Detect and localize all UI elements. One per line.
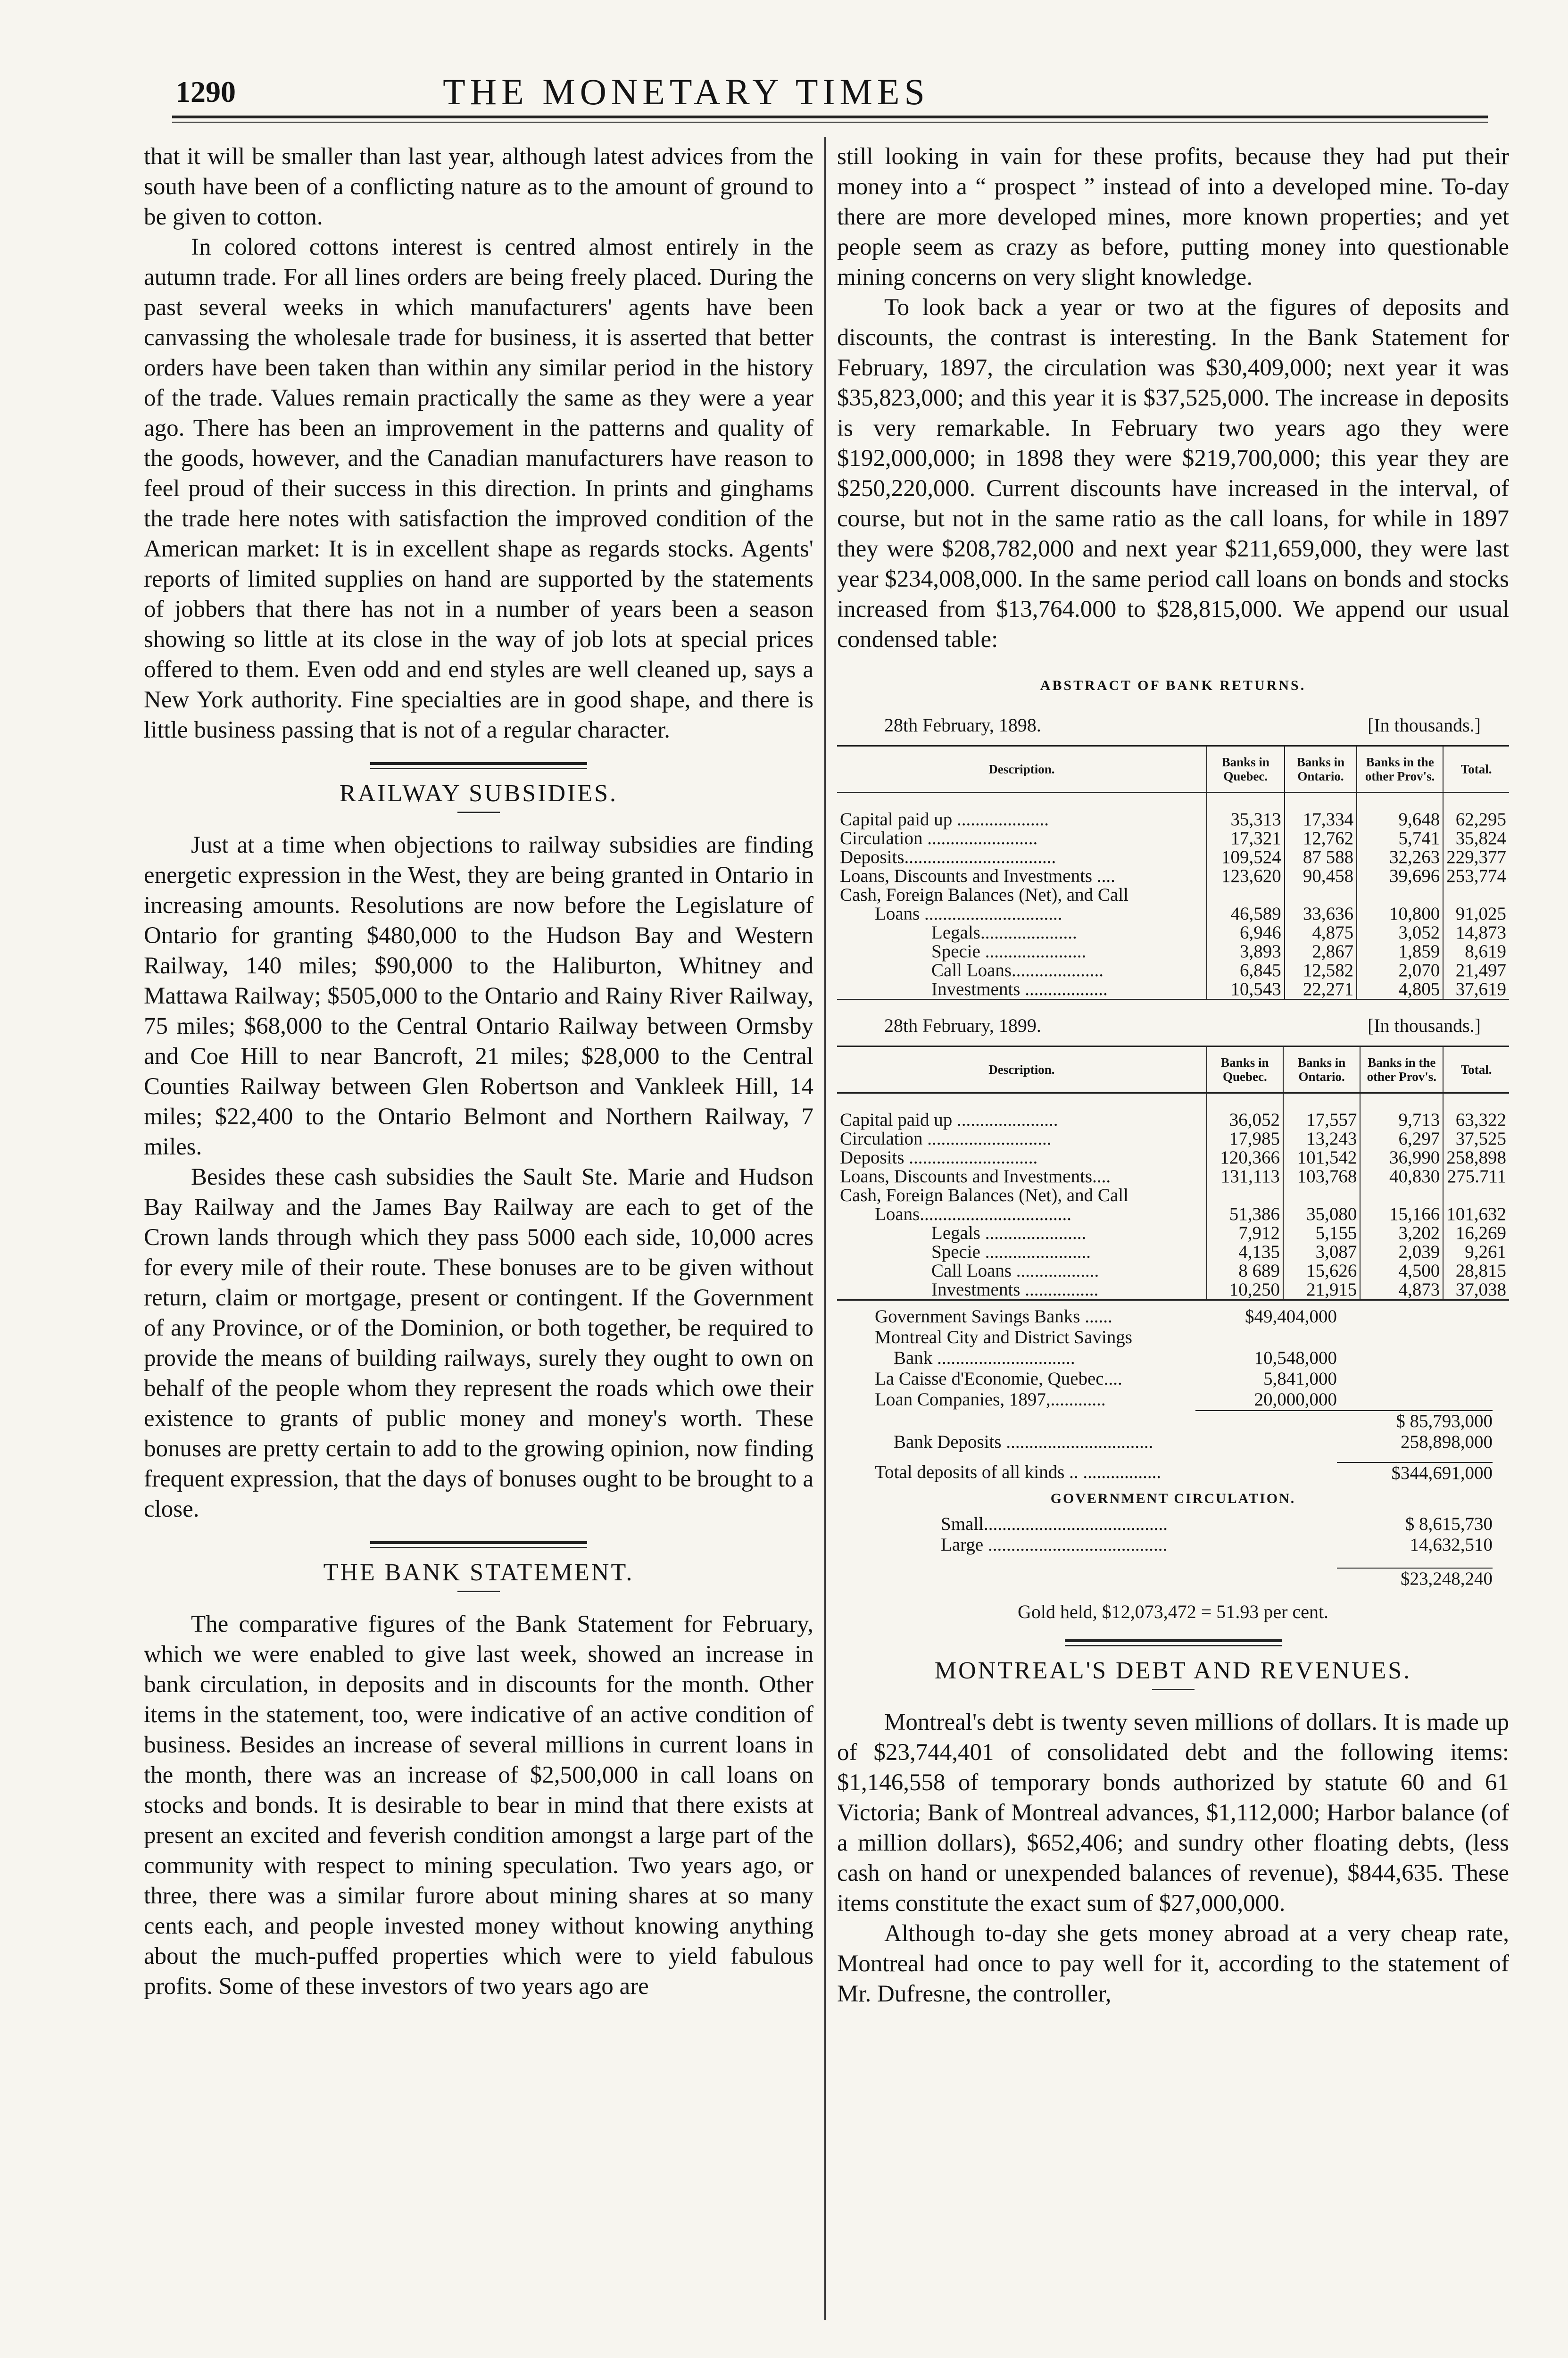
table-row [837, 829, 1509, 848]
other-provinces-value: 4,500 [1360, 1262, 1443, 1280]
left-column [144, 141, 813, 2001]
total-value: 37,619 [1443, 980, 1509, 1000]
summary-subtotal: $ 85,793,000 [1337, 1410, 1493, 1432]
summary-total: $344,691,000 [1337, 1462, 1493, 1484]
total-value: 101,632 [1443, 1205, 1509, 1224]
section-rule [370, 1541, 587, 1544]
quebec-value: 4,135 [1207, 1243, 1283, 1262]
row-label: Call Loans .................. [931, 1261, 1099, 1281]
other-provinces-value [1360, 1186, 1443, 1205]
total-value: 8,619 [1443, 942, 1509, 961]
quebec-value: 109,524 [1207, 848, 1285, 867]
quebec-value: 123,620 [1207, 867, 1285, 886]
section-rule [370, 768, 587, 769]
column-header: Banks in Quebec. [1207, 1046, 1283, 1093]
other-provinces-value: 2,039 [1360, 1243, 1443, 1262]
table-row [837, 942, 1509, 961]
total-value: 35,824 [1443, 829, 1509, 848]
row-label: Cash, Foreign Balances (Net), and Call [840, 1185, 1128, 1205]
row-label: Specie ...................... [931, 941, 1087, 962]
total-value: 62,295 [1443, 793, 1509, 830]
total-value: 14,873 [1443, 923, 1509, 942]
table-date: 28th February, 1899. [884, 1015, 1041, 1036]
row-label: Circulation ........................ [840, 828, 1038, 848]
header-rule [172, 116, 1488, 118]
other-provinces-value: 32,263 [1357, 848, 1443, 867]
paragraph: Besides these cash subsidies the Sault Ste. Marie and Hudson Bay Railway and the James Bay Railway are each to get of the Crown lands through which they pass 5000 each side, 10,000 acres for every mile of their route. These bonuses are to be given without return, claim or mortgage, present or contingent. If the Government of any Province, or of the Dominion, or both together, be required to provide the means of building railways, surely they ought to own on behalf of the people whom they represent the roads which owe their existence to grants of public money and money's worth. These bonuses are pretty certain to add to the growing opinion, now finding frequent expression, that the days of bonuses ought to be brought to a close. [144, 1164, 813, 1522]
total-value: 258,898 [1443, 1148, 1509, 1167]
paragraph: The comparative figures of the Bank Statement for February, which we were enabled to give last week, showed an increase in bank circulation, in deposits and in discounts for the month. Other items in the statement, too, were indicative of an active condition of business. Besides an increase of several millions in current loans in the month, there was an increase of $2,500,000 in call loans on stocks and bonds. It is desirable to bear in mind that there exists at present an excited and feverish condition amongst a large part of the community with respect to mining speculation. Two years ago, or three, there was a similar furore about mining shares at so many cents each, and people invested money without knowing anything about the much-puffed properties which were to yield fabulous profits. Some of these investors of two years ago are [144, 1611, 813, 2000]
column-header: Banks in the other Prov's. [1357, 746, 1443, 793]
other-provinces-value: 3,202 [1360, 1224, 1443, 1243]
row-label: Loans................................. [875, 1204, 1072, 1224]
ontario-value: 103,768 [1283, 1167, 1360, 1186]
row-label: Capital paid up ...................... [840, 1110, 1058, 1130]
total-value: 21,497 [1443, 961, 1509, 980]
masthead-title: THE MONETARY TIMES [443, 71, 929, 112]
summary-label: Small........................................ [941, 1514, 1168, 1534]
section-rule [1065, 1639, 1282, 1642]
table-row [837, 793, 1509, 830]
ontario-value [1283, 1186, 1360, 1205]
total-value: 63,322 [1443, 1093, 1509, 1130]
column-divider [824, 137, 826, 2320]
abstract-title: ABSTRACT OF BANK RETURNS. [1040, 678, 1306, 693]
summary-label: Total deposits of all kinds .. ................. [875, 1462, 1161, 1482]
summary-value: 14,632,510 [1410, 1535, 1493, 1555]
quebec-value: 35,313 [1207, 793, 1285, 830]
total-value: 229,377 [1443, 848, 1509, 867]
ontario-value: 17,334 [1285, 793, 1357, 830]
ontario-value: 22,271 [1285, 980, 1357, 1000]
total-value: 37,525 [1443, 1129, 1509, 1148]
paragraph: Montreal's debt is twenty seven millions of dollars. It is made up of $23,744,401 of consolidated debt and the following items: $1,146,558 of temporary bonds authorized by statute 60 and 61 Victoria; Bank of Montreal advances, $1,112,000; Harbor balance (of a million dollars), $652,406; and sundry other floating debts, (less cash on hand or unexpended balances of revenue), $844,635. These items constitute the exact sum of $27,000,000. [837, 1709, 1509, 1917]
table-row [837, 1280, 1509, 1300]
ontario-value: 87 588 [1285, 848, 1357, 867]
summary-label: Bank .............................. [894, 1348, 1075, 1368]
row-label: Investments .................. [837, 980, 1207, 1000]
quebec-value: 17,985 [1207, 1129, 1283, 1148]
section-short-rule [1152, 1689, 1195, 1690]
quebec-value: 7,912 [1207, 1224, 1283, 1243]
paragraph: that it will be smaller than last year, although latest advices from the south have been of a conflicting nature as to the amount of ground to be given to cotton. [144, 143, 813, 230]
row-label: Circulation ........................... [840, 1129, 1052, 1149]
summary-label: La Caisse d'Economie, Quebec.... [875, 1369, 1122, 1389]
ontario-value: 4,875 [1285, 923, 1357, 942]
paragraph: Just at a time when objections to railway subsidies are finding energetic expression in the West, they are being granted in Ontario in increasing amounts. Resolutions are now before the Legislature of Ontario for granting $480,000 to the Hudson Bay and Western Railway, 140 miles; $90,000 to the Haliburton, Whitney and Mattawa Railway; $505,000 to the Ontario and Rainy River Railway, 75 miles; $68,000 to the Central Ontario Railway between Ormsby and Coe Hill to near Bancroft, 21 miles; $28,000 to the Central Counties Railway between Glen Robertson and Vankleek Hill, 14 miles; $22,400 to the Ontario Belmont and Northern Railway, 7 miles. [144, 832, 813, 1160]
other-provinces-value: 6,297 [1360, 1129, 1443, 1148]
header-rule-thin [172, 122, 1488, 123]
row-label: Deposits ............................ [840, 1147, 1038, 1168]
other-provinces-value: 1,859 [1357, 942, 1443, 961]
gold-held-note: Gold held, $12,073,472 = 51.93 per cent. [1017, 1601, 1329, 1622]
other-provinces-value: 39,696 [1357, 867, 1443, 886]
table-row [837, 1148, 1509, 1167]
ontario-value: 35,080 [1283, 1205, 1360, 1224]
quebec-value: 120,366 [1207, 1148, 1283, 1167]
montreal-debt-heading: MONTREAL'S DEBT AND REVENUES. [934, 1657, 1412, 1684]
summary-value: 5,841,000 [1263, 1369, 1337, 1389]
ontario-value: 90,458 [1285, 867, 1357, 886]
table-unit: [In thousands.] [1368, 1015, 1481, 1036]
other-provinces-value [1357, 886, 1443, 905]
section-short-rule [457, 1591, 500, 1592]
row-label: Specie ....................... [931, 1242, 1091, 1262]
table-row [837, 1129, 1509, 1148]
total-value: 275.711 [1443, 1167, 1509, 1186]
other-provinces-value: 3,052 [1357, 923, 1443, 942]
deposit-summary [837, 1306, 1509, 1622]
row-label: Cash, Foreign Balances (Net), and Call [840, 885, 1128, 905]
table-body [837, 1093, 1509, 1300]
other-provinces-value: 9,648 [1357, 793, 1443, 830]
ontario-value: 2,867 [1285, 942, 1357, 961]
ontario-value: 13,243 [1283, 1129, 1360, 1148]
other-provinces-value: 15,166 [1360, 1205, 1443, 1224]
row-label: Investments ................ [837, 1280, 1207, 1300]
column-header: Description. [837, 1046, 1207, 1093]
other-provinces-value: 4,805 [1357, 980, 1443, 1000]
section-rule [370, 1547, 587, 1548]
ontario-value: 33,636 [1285, 905, 1357, 923]
quebec-value: 17,321 [1207, 829, 1285, 848]
other-provinces-value: 40,830 [1360, 1167, 1443, 1186]
quebec-value: 3,893 [1207, 942, 1285, 961]
table-row [837, 1224, 1509, 1243]
total-value: 9,261 [1443, 1243, 1509, 1262]
quebec-value: 6,946 [1207, 923, 1285, 942]
ontario-value [1285, 886, 1357, 905]
table-row [837, 905, 1509, 923]
total-value: 37,038 [1443, 1280, 1509, 1300]
table-row [837, 886, 1509, 905]
summary-value: 20,000,000 [1254, 1389, 1337, 1410]
table-row [837, 1262, 1509, 1280]
ontario-value: 101,542 [1283, 1148, 1360, 1167]
table-row [837, 980, 1509, 1000]
total-value: 16,269 [1443, 1224, 1509, 1243]
other-provinces-value: 4,873 [1360, 1280, 1443, 1300]
total-value: 28,815 [1443, 1262, 1509, 1280]
section-short-rule [457, 812, 500, 813]
quebec-value: 6,845 [1207, 961, 1285, 980]
summary-value: $ 8,615,730 [1405, 1514, 1493, 1534]
column-header: Banks in the other Prov's. [1360, 1046, 1443, 1093]
total-value [1443, 886, 1509, 905]
total-value: 91,025 [1443, 905, 1509, 923]
table-row [837, 923, 1509, 942]
column-header: Description. [837, 746, 1207, 793]
table-date-row [837, 1011, 1509, 1041]
quebec-value: 131,113 [1207, 1167, 1283, 1186]
table-row [837, 1167, 1509, 1186]
quebec-value: 46,589 [1207, 905, 1285, 923]
quebec-value: 36,052 [1207, 1093, 1283, 1130]
row-label: Loans, Discounts and Investments.... [840, 1166, 1111, 1187]
table-row [837, 1205, 1509, 1224]
paragraph: To look back a year or two at the figures of deposits and discounts, the contrast is interesting. In the Bank Statement for February, 1897, the circulation was $30,409,000; next year it was $35,823,000; and this year it is $37,525,000. The increase in deposits is very remarkable. In February two years ago they were $192,000,000; in 1898 they were $219,700,000; this year they are $250,220,000. Current discounts have increased in the interval, of course, but not in the same ratio as the call loans, for while in 1897 they were $208,782,000 and next year $211,659,000, they were last year $234,008,000. In the same period call loans on bonds and stocks increased from $13,764.000 to $28,815,000. We append our usual condensed table: [837, 294, 1509, 653]
quebec-value: 51,386 [1207, 1205, 1283, 1224]
table-date-row [837, 710, 1509, 740]
summary-label: Loan Companies, 1897,............ [875, 1389, 1106, 1410]
column-header: Banks in Ontario. [1283, 1046, 1360, 1093]
bank-statement-heading: THE BANK STATEMENT. [323, 1559, 634, 1586]
bank-returns-table-1899 [837, 1046, 1509, 1301]
bank-returns-table-1898 [837, 745, 1509, 1000]
other-provinces-value: 5,741 [1357, 829, 1443, 848]
right-column [837, 141, 1509, 2009]
ontario-value: 17,557 [1283, 1093, 1360, 1130]
summary-total: $23,248,240 [1337, 1568, 1493, 1589]
row-label: Call Loans.................... [931, 960, 1104, 980]
table-row [837, 1243, 1509, 1262]
summary-value: $49,404,000 [1245, 1306, 1337, 1327]
table-row [837, 1093, 1509, 1130]
table-row [837, 848, 1509, 867]
column-header: Banks in Ontario. [1285, 746, 1357, 793]
table-unit: [In thousands.] [1368, 714, 1481, 736]
railway-subsidies-heading: RAILWAY SUBSIDIES. [339, 780, 618, 807]
summary-label: Montreal City and District Savings [875, 1327, 1132, 1347]
total-value [1443, 1186, 1509, 1205]
total-value: 253,774 [1443, 867, 1509, 886]
other-provinces-value: 36,990 [1360, 1148, 1443, 1167]
paragraph: Although to-day she gets money abroad at a very cheap rate, Montreal had once to pay well for it, according to the statement of Mr. Dufresne, the controller, [837, 1920, 1509, 2007]
table-row [837, 867, 1509, 886]
summary-value: 10,548,000 [1254, 1348, 1337, 1368]
ontario-value: 21,915 [1283, 1280, 1360, 1300]
other-provinces-value: 2,070 [1357, 961, 1443, 980]
ontario-value: 12,762 [1285, 829, 1357, 848]
page-number: 1290 [175, 75, 236, 108]
column-header: Total. [1443, 1046, 1509, 1093]
quebec-value [1207, 886, 1285, 905]
ontario-value: 5,155 [1283, 1224, 1360, 1243]
summary-label: Large ....................................... [941, 1535, 1168, 1555]
column-header: Banks in Quebec. [1207, 746, 1285, 793]
other-provinces-value: 10,800 [1357, 905, 1443, 923]
summary-label: Bank Deposits ................................ [894, 1432, 1153, 1452]
paragraph: In colored cottons interest is centred almost entirely in the autumn trade. For all lines orders are being freely placed. During the past several weeks in which manufacturers' agents have been canvassing the wholesale trade for business, it is asserted that better orders have been taken than within any similar period in the history of the trade. Values remain practically the same as they were a year ago. There has been an improvement in the patterns and quality of the goods, however, and the Canadian manufacturers have reason to feel proud of their success in this direction. In prints and ginghams the trade here notes with satisfaction the improved condition of the American market: It is in excellent shape as regards stocks. Agents' reports of limited supplies on hand are supported by the statements of jobbers that there has not in a number of years been a season showing so little at its close in the way of job lots at special prices offered to them. Even odd and end styles are well cleaned up, says a New York authority. Fine specialties are in good shape, and there is little business passing that is not of a regular character. [144, 234, 813, 743]
section-rule [370, 762, 587, 765]
summary-value: 258,898,000 [1401, 1432, 1493, 1452]
ontario-value: 15,626 [1283, 1262, 1360, 1280]
row-label: Loans, Discounts and Investments .... [840, 866, 1115, 886]
ontario-value: 3,087 [1283, 1243, 1360, 1262]
table-body [837, 793, 1509, 1000]
ontario-value: 12,582 [1285, 961, 1357, 980]
row-label: Legals..................... [931, 922, 1077, 943]
quebec-value: 10,250 [1207, 1280, 1283, 1300]
table-row [837, 1186, 1509, 1205]
quebec-value [1207, 1186, 1283, 1205]
gov-circulation-title: GOVERNMENT CIRCULATION. [1050, 1491, 1296, 1506]
section-rule [1065, 1645, 1282, 1646]
other-provinces-value: 9,713 [1360, 1093, 1443, 1130]
row-label: Legals ...................... [931, 1223, 1087, 1243]
column-header: Total. [1443, 746, 1509, 793]
quebec-value: 10,543 [1207, 980, 1285, 1000]
row-label: Capital paid up .................... [840, 809, 1049, 830]
summary-label: Government Savings Banks ...... [875, 1306, 1112, 1327]
paragraph: still looking in vain for these profits, because they had put their money into a “ prospect ” instead of into a developed mine. To-day there are more developed mines, more known properties; and yet people seem as crazy as before, putting money into questionable mining concerns on very slight knowledge. [837, 143, 1509, 291]
table-date: 28th February, 1898. [884, 714, 1041, 736]
quebec-value: 8 689 [1207, 1262, 1283, 1280]
row-label: Loans .............................. [875, 904, 1062, 924]
row-label: Deposits................................. [840, 847, 1056, 867]
table-row [837, 961, 1509, 980]
